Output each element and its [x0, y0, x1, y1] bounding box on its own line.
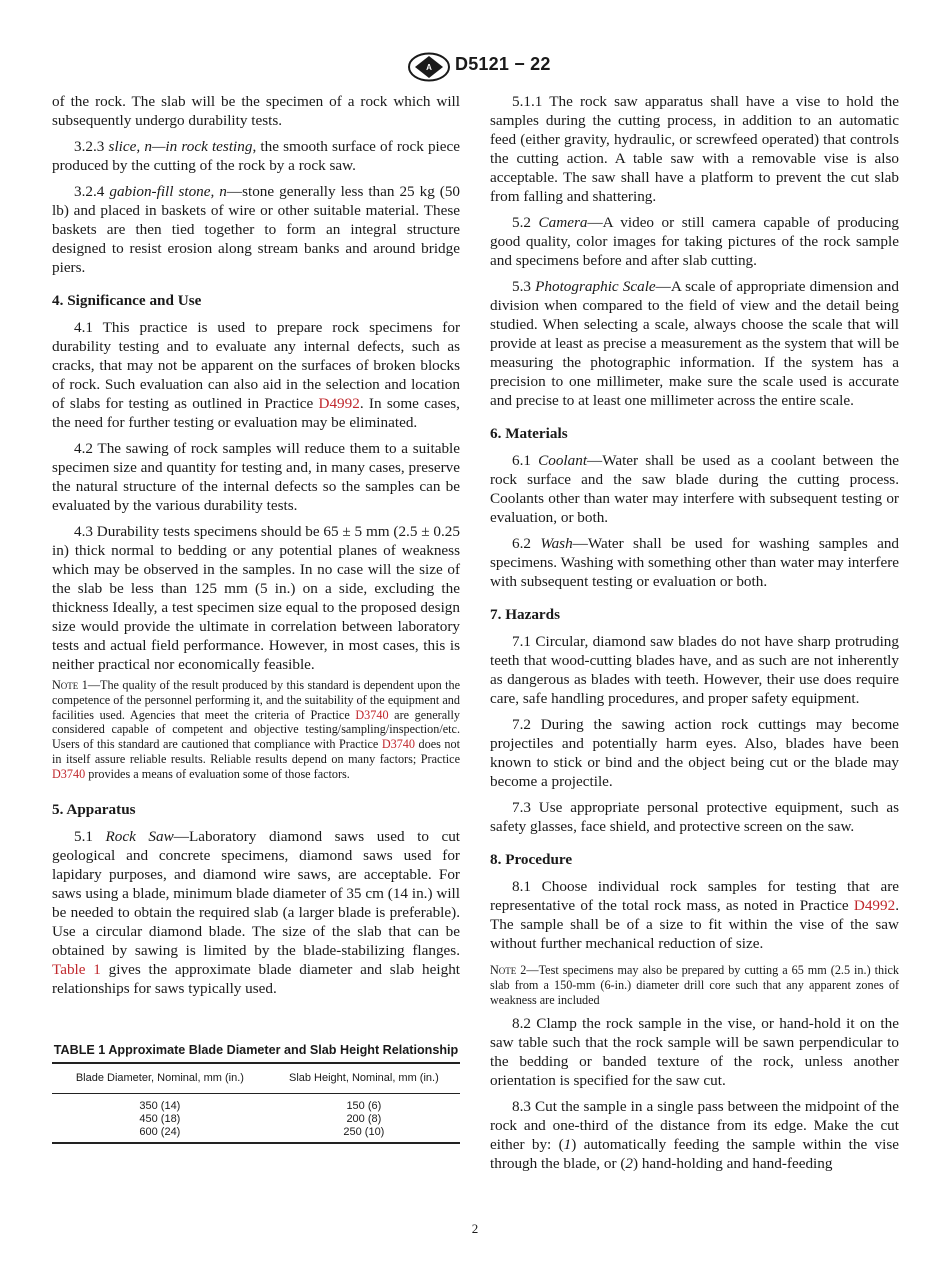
- section-heading-hazards: 7. Hazards: [490, 606, 561, 623]
- paragraph-4-2: 4.2 The sawing of rock samples will reduce them to a suitable specimen size and quantity for testing and, in many cases, preserve the natural structure of the internal defects so the samples can be evaluated by the various durability tests.: [52, 440, 460, 514]
- note-2: Note 2—Test specimens may also be prepared by cutting a 65 mm (2.5 in.) thick slab from a 150-mm (6-in.) diameter drill core such that any apparent zones of weakness are included: [490, 963, 899, 1007]
- paragraph-5-1-1: 5.1.1 The rock saw apparatus shall have a vise to hold the samples during the cutting process, in addition to an automatic feed (either gravity, hydraulic, or screwfeed operated) that controls the cutting action. A table saw with a removable vise is also acceptable. The saw shall have a platform to prevent the cut slab from falling and shattering.: [490, 93, 899, 205]
- svg-text:A: A: [426, 63, 432, 72]
- table-cell: 600 (24): [52, 1126, 268, 1143]
- section-heading-procedure: 8. Procedure: [490, 851, 573, 868]
- paragraph-3-2-4: 3.2.4 gabion-fill stone, n—stone generally less than 25 kg (50 lb) and placed in baskets of wire or other suitable material. These baskets are then tied together to form an integral structure designed to resist erosion along stream banks and around bridge piers.: [52, 183, 461, 276]
- document-designation: D5121 − 22: [455, 54, 551, 74]
- paragraph-continuation: of the rock. The slab will be the specimen of a rock which will subsequently undergo durability tests.: [52, 93, 460, 129]
- table-cell: 150 (6): [346, 1099, 382, 1112]
- astm-logo-icon: [407, 52, 451, 82]
- paragraph-5-2: 5.2 Camera—A video or still camera capable of producing good quality, color images for taking pictures of the rock sample and specimens before and after slab cutting.: [490, 214, 900, 269]
- paragraph-3-2-3: 3.2.3 slice, n—in rock testing, the smooth surface of rock piece produced by the cutting of the rock by a rock saw.: [52, 138, 460, 174]
- note-1: Note 1—The quality of the result produced by this standard is dependent upon the competence of the personnel performing it, and the suitability of the equipment and facilities used. Agencies that meet the criteria of Practice D3740 are generally considered capable of competent and objective testing/sampling/inspection/etc. Users of this standard are cautioned that compliance with Practice D3740 does not in itself assure reliable results. Reliable results depend on many factors; Practice D3740 provides a means of evaluation some of those factors.: [52, 678, 461, 781]
- page-number: 2: [471, 1221, 479, 1236]
- table-header: Blade Diameter, Nominal, mm (in.): [52, 1063, 268, 1094]
- link-d3740[interactable]: D3740: [355, 707, 389, 722]
- table-cell: 250 (10): [268, 1126, 460, 1143]
- table-cell: 200 (8): [346, 1112, 382, 1125]
- link-d3740[interactable]: D3740: [381, 737, 415, 752]
- link-d3740[interactable]: D3740: [52, 766, 86, 781]
- table-cell: 450 (18): [139, 1112, 181, 1125]
- blade-diameter-table: [52, 1062, 460, 1144]
- table-header: Slab Height, Nominal, mm (in.): [268, 1063, 460, 1094]
- link-d4992[interactable]: D4992: [853, 897, 896, 914]
- table-caption: TABLE 1 Approximate Blade Diameter and Slab Height Relationship: [53, 1042, 459, 1057]
- table-row: [52, 1093, 460, 1113]
- section-heading-apparatus: 5. Apparatus: [52, 800, 136, 818]
- paragraph-6-1: 6.1 Coolant—Water shall be used as a coolant between the rock surface and the saw blade during the cutting process. Coolants other than water may interfere with subsequent testing or evaluation, or both.: [490, 452, 900, 526]
- paragraph-7-3: 7.3 Use appropriate personal protective equipment, such as safety glasses, face shield, and protective screen on the saw.: [490, 799, 899, 835]
- paragraph-7-2: 7.2 During the sawing action rock cuttings may become projectiles and potentially harm eyes. Also, blades have been known to stick or bind and the object being cut or the blade may become a projectile.: [490, 716, 899, 790]
- link-d4992[interactable]: D4992: [318, 395, 360, 412]
- table-row: [52, 1113, 460, 1126]
- section-heading-significance: 4. Significance and Use: [52, 292, 202, 309]
- table-row: [52, 1126, 460, 1143]
- paragraph-5-3: 5.3 Photographic Scale—A scale of appropriate dimension and division when compared to the field of view and the detail being studied. When selecting a scale, always choose the scale that will provide at least as precise a measurement as the system that will be measuring the photographic information. If the system has a precision to one millimeter, make sure the scale used is accurate and precise to at least one millimeter across the entire scale.: [490, 278, 899, 409]
- paragraph-5-1: 5.1 Rock Saw—Laboratory diamond saws used to cut geological and concrete specimens, diamond saws used for lapidary purposes, and diamond wire saws, are acceptable. For saws using a blade, minimum blade diameter of 35 cm (14 in.) will be needed to obtain the required slab (a larger blade is preferable). Use a circular diamond blade. The size of the slab that can be obtained by sawing is limited by the blade-stabilizing flanges. Table 1 gives the approximate blade diameter and slab height relationships for saws typically used.: [52, 827, 461, 997]
- paragraph-4-1: 4.1 This practice is used to prepare rock specimens for durability testing and to evaluate any internal defects, such as cracks, that may not be apparent on the surfaces of broken blocks of rock. Such evaluation can also aid in the selection and location of slabs for testing as outlined in Practice D4992. In some cases, the need for further testing or evaluation may be eliminated.: [52, 319, 460, 431]
- link-table-1[interactable]: Table 1: [52, 960, 101, 978]
- left-column: [52, 92, 460, 1144]
- paragraph-4-3: 4.3 Durability tests specimens should be 65 ± 5 mm (2.5 ± 0.25 in) thick normal to bedding or any potential planes of weakness which may be observed in the samples. In no case will the size of the slab be less than 125 mm (5 in.) on a side, excluding the thickness Ideally, a test specimen size equal to the proposed design size would provide the ultimate in correlation between laboratory tests and actual field performance. However, in most cases, this is neither practical nor economically feasible.: [52, 523, 460, 673]
- table-cell: 350 (14): [139, 1099, 181, 1112]
- paragraph-8-2: 8.2 Clamp the rock sample in the vise, or hand-hold it on the saw table such that the rock sample will be sawn perpendicular to the bedding or banded texture of the rock, unless another orientation is specified for the saw cut.: [490, 1015, 899, 1090]
- page-header: [0, 52, 950, 84]
- section-heading-materials: 6. Materials: [490, 425, 568, 442]
- paragraph-8-1: 8.1 Choose individual rock samples for testing that are representative of the total rock mass, as noted in Practice D4992. The sample shall be of a size to fit within the vise of the saw without further mechanical reduction of size.: [490, 878, 899, 952]
- right-column: [490, 92, 899, 1180]
- paragraph-8-3: 8.3 Cut the sample in a single pass between the midpoint of the rock and one-third of the distance from its edge. Make the cut either by: (1) automatically feeding the sample within the vise through the blade, or (2) hand-holding and hand-feeding: [490, 1098, 899, 1173]
- paragraph-7-1: 7.1 Circular, diamond saw blades do not have sharp protruding teeth that wood-cutting blades have, and as such are not inherently as dangerous as blades with teeth. However, their use does require care, safe handling procedures, and proper safety equipment.: [490, 633, 899, 707]
- paragraph-6-2: 6.2 Wash—Water shall be used for washing samples and specimens. Washing with something other than water may interfere with subsequent testing or evaluation or both.: [490, 535, 900, 590]
